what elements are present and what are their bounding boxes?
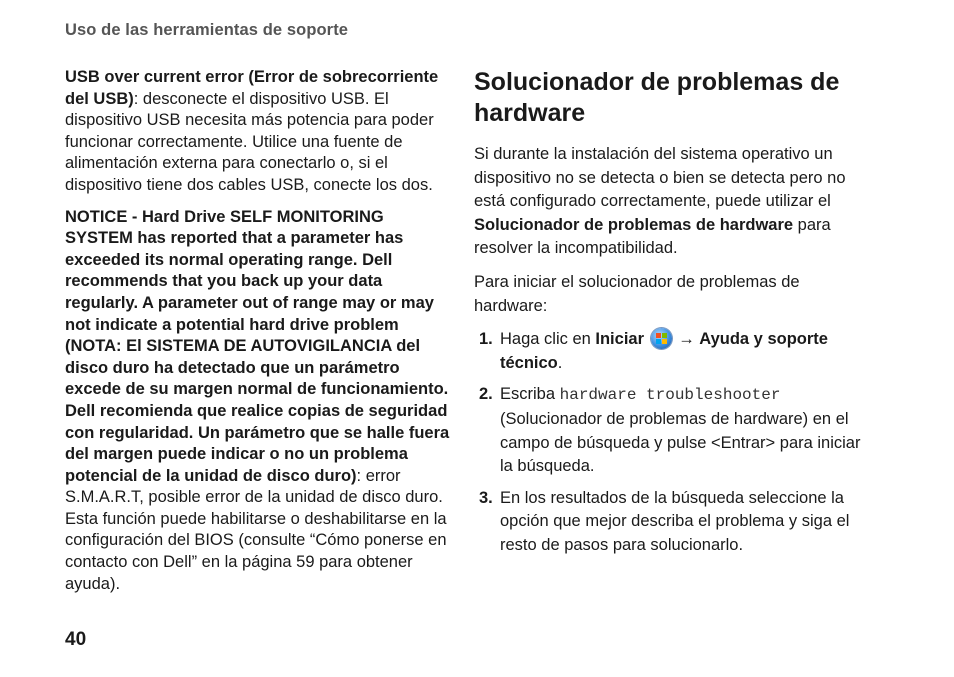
troubleshooter-name: Solucionador de problemas de hardware: [474, 215, 794, 234]
step-2: [474, 383, 874, 478]
help-support-label: Ayuda y soporte técnico: [500, 330, 828, 372]
running-header: Uso de las herramientas de soporte: [65, 21, 349, 39]
right-column: [474, 67, 874, 566]
steps-list: [474, 328, 874, 557]
step-3: [474, 487, 874, 558]
usb-error-term: USB over current error (Error de sobrecorriente del USB): [65, 68, 439, 108]
step-text-end: (Solucionador de problemas de hardware) en el campo de búsqueda y pulse <Entrar> para iniciar la búsqueda.: [500, 409, 861, 476]
step-text: Escriba: [500, 385, 560, 404]
step-number: 2.: [479, 385, 493, 404]
step-1: [474, 328, 874, 375]
search-term: hardware troubleshooter: [559, 386, 781, 405]
smart-notice-term: NOTICE - Hard Drive SELF MONITORING SYSTEM has reported that a parameter has exceeded its normal operating range. Dell recommends that you back up your data regularly. A parameter out of range may or may not indicate a potential hard drive problem (NOTA: El SISTEMA DE AUTOVIGILANCIA del disco duro ha detectado que un parámetro excede de su margen normal de funcionamiento. Dell recomienda que realice copias de seguridad con regularidad. Un parámetro que se halle fuera del margen puede indicar o no un problema potencial de la unidad de disco duro): [65, 207, 450, 485]
section-title: Solucionador de problemas de hardware: [474, 68, 840, 127]
step-number: 3.: [479, 488, 493, 507]
step-text: Haga clic en: [500, 330, 596, 349]
step-text-end: .: [557, 353, 563, 372]
arrow-glyph: →: [678, 330, 695, 349]
intro-paragraph: [474, 143, 874, 261]
left-column: [65, 67, 455, 605]
start-label: Iniciar: [595, 330, 644, 349]
usb-error-description: : desconecte el dispositivo USB. El dispositivo USB necesita más potencia para poder funcionar correctamente. Utilice una fuente de alimentación externa para conectarlo o, si el dispositivo tiene dos cables USB, conecte los dos.: [65, 89, 434, 194]
step-text: En los resultados de la búsqueda seleccione la opción que mejor describa el problema y siga el resto de pasos para solucionarlo.: [500, 488, 850, 554]
intro-text: Si durante la instalación del sistema operativo un dispositivo no se detecta o bien se detecta pero no está configurado correctamente, puede utilizar el: [474, 145, 846, 211]
intro-text-end: para resolver la incompatibilidad.: [474, 215, 831, 258]
smart-notice-description: : error S.M.A.R.T, posible error de la unidad de disco duro. Esta función puede habilitarse o deshabilitarse en la configuración del BIOS (consulte “Cómo ponerse en contacto con Dell” en la página 59 para obtener ayuda).: [65, 466, 447, 593]
smart-notice-paragraph: [65, 207, 455, 596]
step-number: 1.: [479, 330, 493, 349]
windows-start-orb-icon: [651, 328, 672, 349]
usb-error-paragraph: [65, 67, 455, 197]
start-instructions-paragraph: Para iniciar el solucionador de problemas de hardware:: [474, 272, 800, 315]
page-number: 40: [65, 629, 87, 650]
